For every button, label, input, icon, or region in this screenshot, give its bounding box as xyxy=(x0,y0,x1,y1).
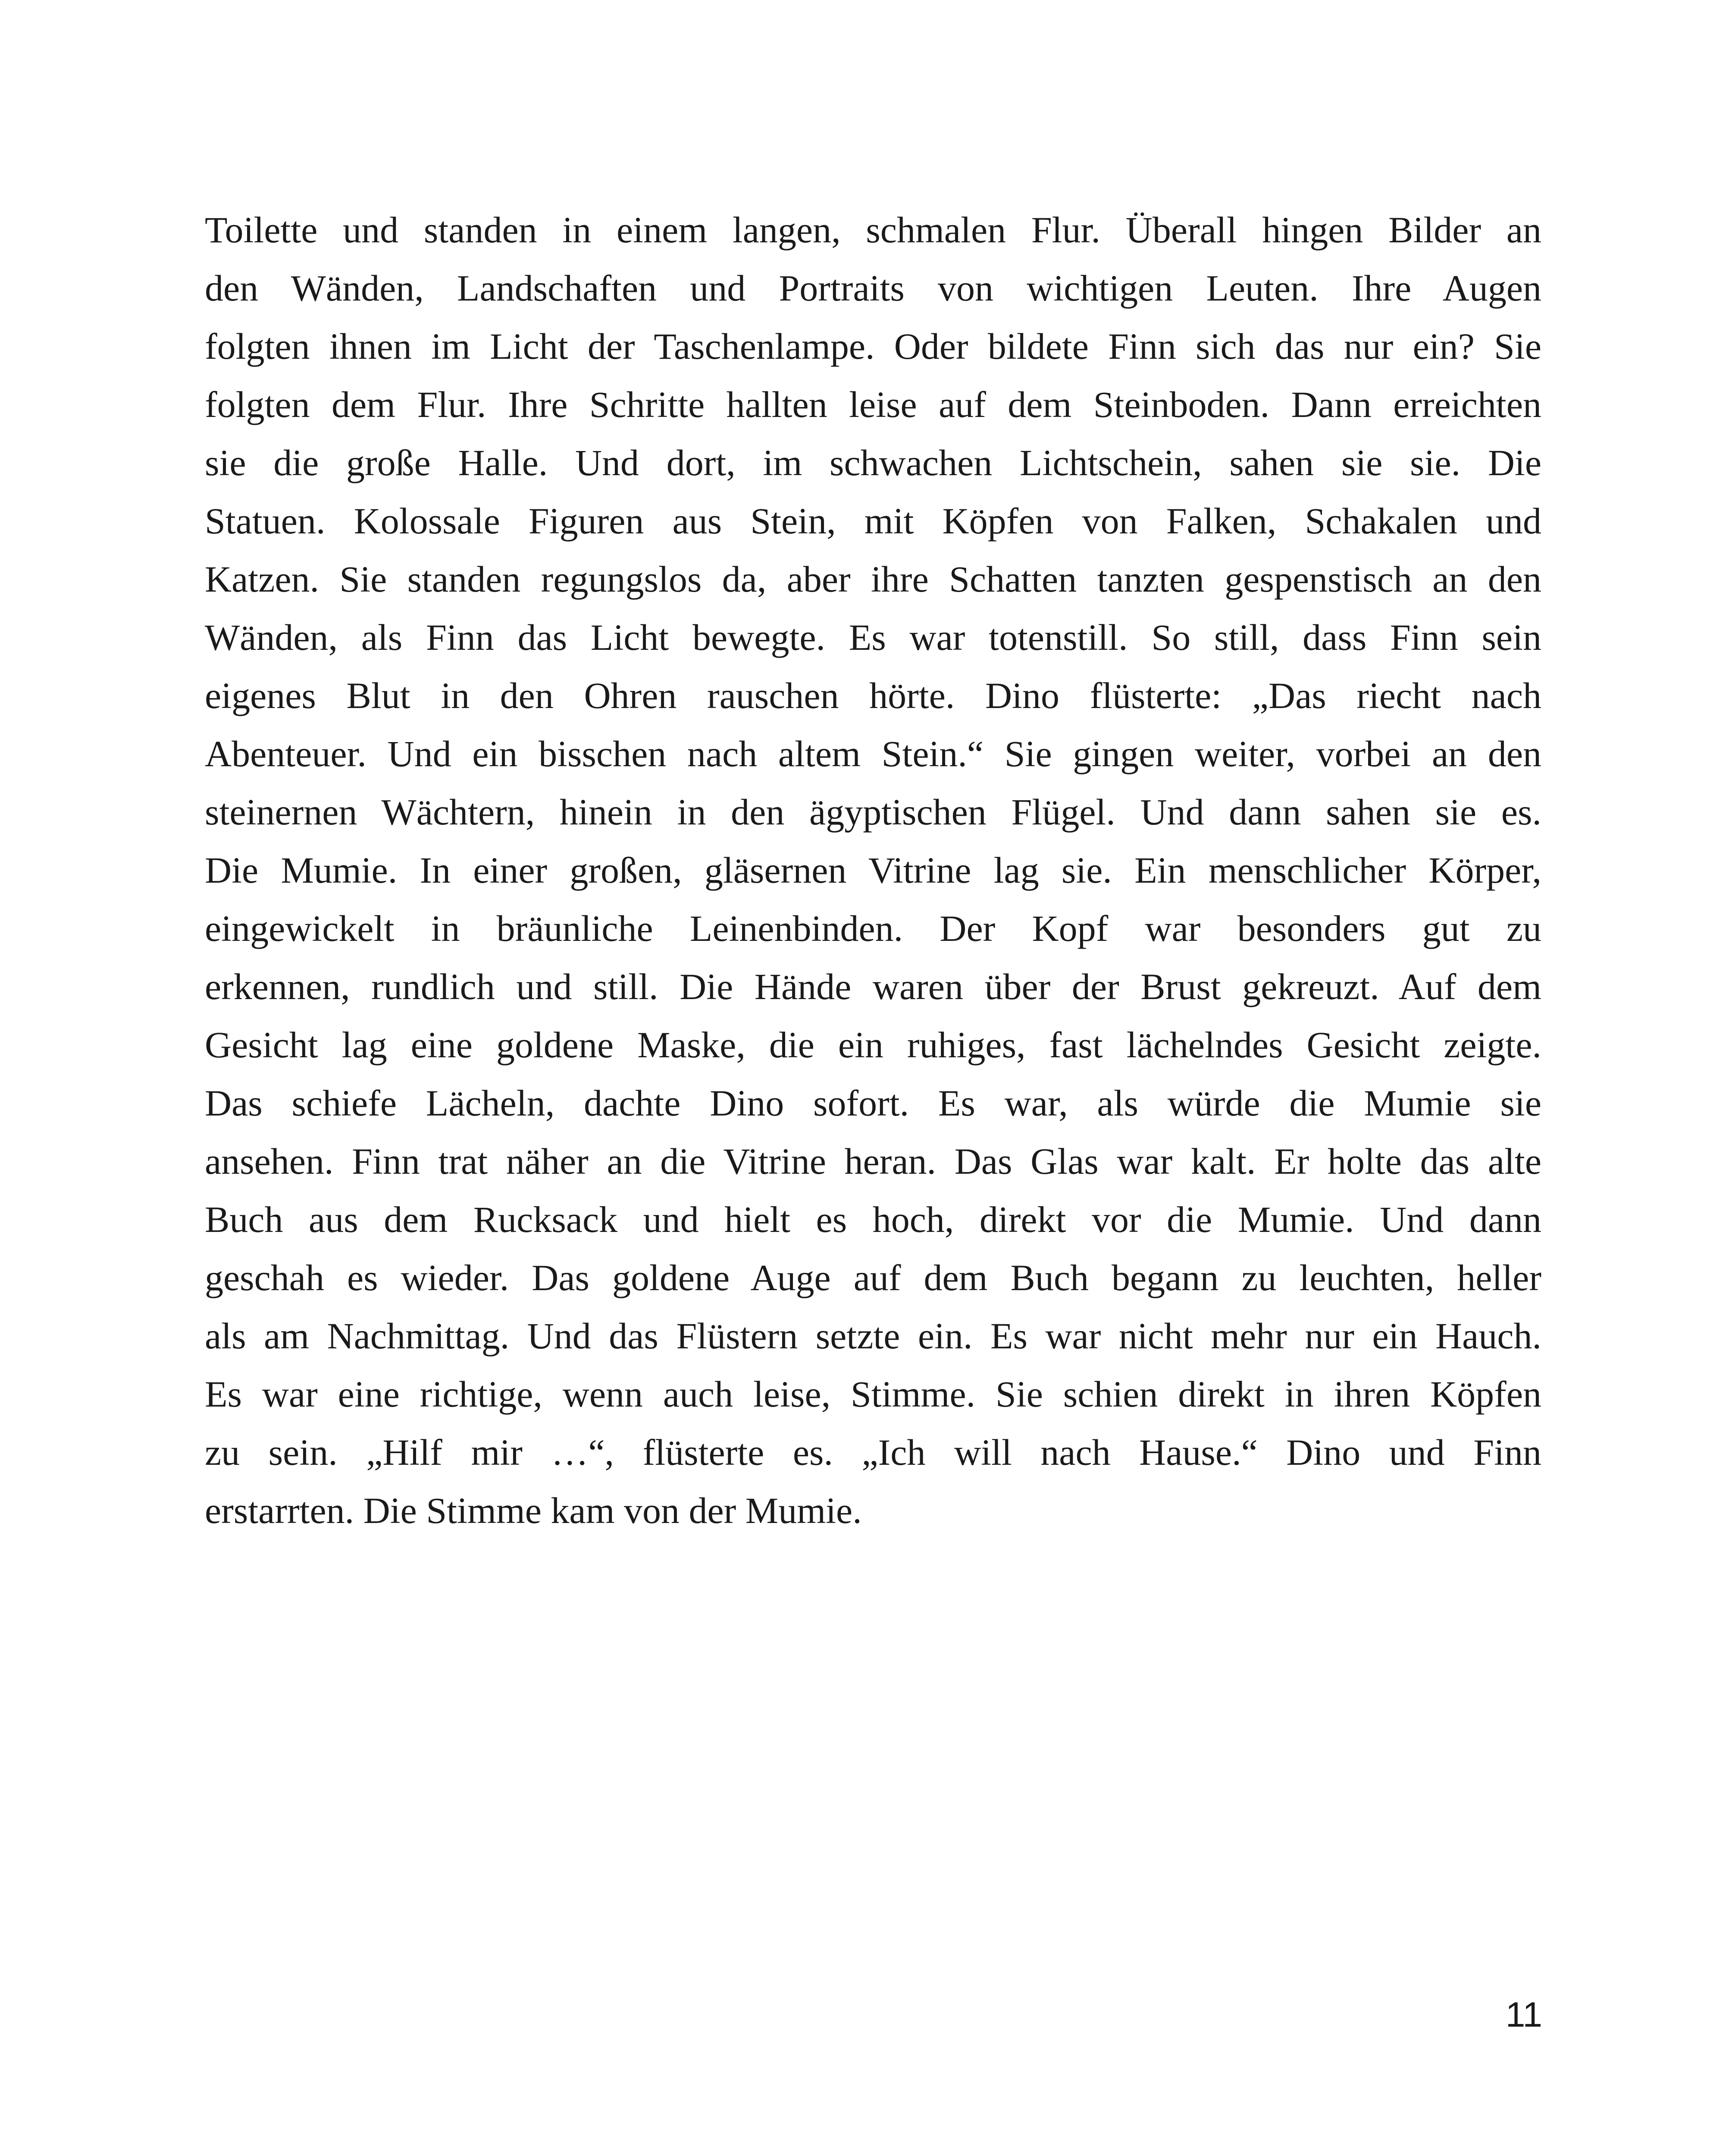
paragraph-line: Toilette und standen in einem langen, schmalen Flur. Überall hingen Bilder an xyxy=(205,209,1541,251)
paragraph-line: eigenes Blut in den Ohren rauschen hörte. Dino flüsterte: „Das riecht nach xyxy=(205,675,1541,716)
paragraph-line: Es war eine richtige, wenn auch leise, Stimme. Sie schien direkt in ihren Köpfen xyxy=(205,1373,1541,1415)
paragraph-line: Das schiefe Lächeln, dachte Dino sofort. Es war, als würde die Mumie sie xyxy=(205,1082,1541,1124)
paragraph-line: Katzen. Sie standen regungslos da, aber ihre Schatten tanzten gespenstisch an den xyxy=(205,558,1541,600)
paragraph-line-last: erstarrten. Die Stimme kam von der Mumie. xyxy=(205,1490,862,1531)
paragraph-line: Buch aus dem Rucksack und hielt es hoch, direkt vor die Mumie. Und dann xyxy=(205,1199,1541,1240)
paragraph-line: geschah es wieder. Das goldene Auge auf dem Buch begann zu leuchten, heller xyxy=(205,1257,1541,1298)
paragraph-line: Gesicht lag eine goldene Maske, die ein ruhiges, fast lächelndes Gesicht zeigte. xyxy=(205,1024,1541,1065)
paragraph-line: eingewickelt in bräunliche Leinenbinden. Der Kopf war besonders gut zu xyxy=(205,908,1541,949)
paragraph-line: folgten dem Flur. Ihre Schritte hallten leise auf dem Steinboden. Dann erreichten xyxy=(205,384,1541,425)
paragraph-line: Die Mumie. In einer großen, gläsernen Vitrine lag sie. Ein menschlicher Körper, xyxy=(205,849,1541,891)
paragraph-line: Statuen. Kolossale Figuren aus Stein, mit Köpfen von Falken, Schakalen und xyxy=(205,500,1541,542)
paragraph-line: den Wänden, Landschaften und Portraits von wichtigen Leuten. Ihre Augen xyxy=(205,267,1541,309)
paragraph-line: Wänden, als Finn das Licht bewegte. Es war totenstill. So still, dass Finn sein xyxy=(205,617,1541,658)
paragraph-line: als am Nachmittag. Und das Flüstern setzte ein. Es war nicht mehr nur ein Hauch. xyxy=(205,1315,1541,1357)
body-paragraph xyxy=(205,201,1541,1540)
paragraph-line: steinernen Wächtern, hinein in den ägyptischen Flügel. Und dann sahen sie es. xyxy=(205,791,1541,833)
paragraph-line: sie die große Halle. Und dort, im schwachen Lichtschein, sahen sie sie. Die xyxy=(205,442,1541,483)
paragraph-line: folgten ihnen im Licht der Taschenlampe. Oder bildete Finn sich das nur ein? Sie xyxy=(205,326,1541,367)
paragraph-line: Abenteuer. Und ein bisschen nach altem Stein.“ Sie gingen weiter, vorbei an den xyxy=(205,733,1541,774)
page-number: 11 xyxy=(1505,1995,1542,2034)
paragraph-line: erkennen, rundlich und still. Die Hände waren über der Brust gekreuzt. Auf dem xyxy=(205,966,1541,1007)
paragraph-line: zu sein. „Hilf mir …“, flüsterte es. „Ich will nach Hause.“ Dino und Finn xyxy=(205,1432,1541,1473)
paragraph-line: ansehen. Finn trat näher an die Vitrine heran. Das Glas war kalt. Er holte das alte xyxy=(205,1141,1541,1182)
